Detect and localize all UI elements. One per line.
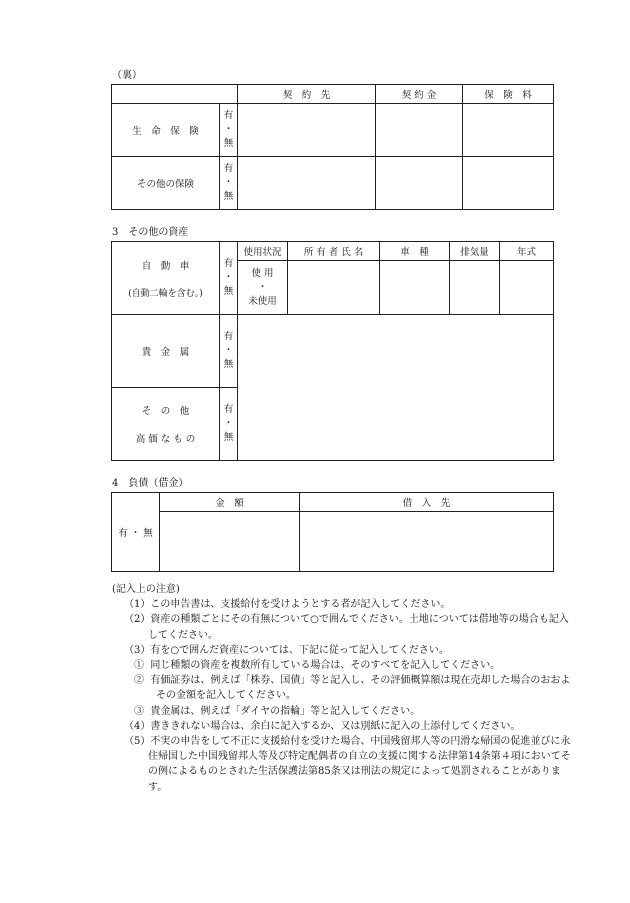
other-insurance-contract-party-cell[interactable]: [238, 157, 376, 210]
note-item: ② 有価証券は、例えば「株券、国債」等と記入し、その評価概算額は現在売却した場合のおおよその金額を記入してください。: [134, 675, 571, 702]
debt-lender-cell[interactable]: [300, 512, 554, 572]
other-insurance-premium-cell[interactable]: [463, 157, 554, 210]
car-year-cell[interactable]: [500, 261, 554, 315]
note-item: ① 同じ種類の資産を複数所有している場合は、そのすべてを記入してください。: [134, 660, 501, 672]
car-sublabel: (自動二輪を含む。): [128, 288, 203, 299]
header-year: 年式: [500, 242, 554, 261]
header-lender: 借 入 先: [300, 493, 554, 512]
other-valuables-yn[interactable]: 有 ・ 無: [220, 388, 238, 461]
other-insurance-yn[interactable]: 有 ・ 無: [220, 157, 238, 210]
other-assets-table: [111, 241, 554, 461]
life-insurance-label: 生 命 保 険: [112, 104, 220, 157]
precious-metal-yn[interactable]: 有 ・ 無: [220, 315, 238, 388]
car-owner-cell[interactable]: [288, 261, 380, 315]
insurance-header-blank: [112, 85, 238, 104]
car-label-cell: [112, 242, 220, 315]
section4-title: 4 負債（借金）: [112, 478, 189, 489]
car-displacement-cell[interactable]: [450, 261, 500, 315]
other-valuables-label-cell: [112, 388, 220, 461]
car-model-cell[interactable]: [380, 261, 450, 315]
header-owner: 所 有 者 氏 名: [288, 242, 380, 261]
note-item: （2）資産の種類ごとにその有無について○で囲んでください。土地については借地等の場合も記入してください。: [124, 614, 569, 641]
precious-metal-label: 貴 金 属: [112, 315, 220, 388]
life-insurance-yn[interactable]: 有 ・ 無: [220, 104, 238, 157]
other-valuables-sublabel: 高 価 な も の: [135, 434, 196, 445]
header-displacement: 排気量: [450, 242, 500, 261]
life-insurance-premium-cell[interactable]: [463, 104, 554, 157]
notes-heading: (記入上の注意): [112, 584, 180, 595]
header-contract-amount: 契 約 金: [376, 85, 463, 104]
car-usage-options[interactable]: 使 用 ・ 未使用: [238, 261, 288, 315]
precious-metal-and-valuables-detail-cell[interactable]: [238, 315, 554, 461]
note-item: ③ 貴金属は、例えば「ダイヤの指輪」等と記入してください。: [134, 705, 421, 717]
header-contract-party: 契 約 先: [238, 85, 376, 104]
note-item: （5）不実の申告をして不正に支援給付を受けた場合、中国残留邦人等の円滑な帰国の促進並びに永住帰国した中国残留邦人等及び特定配偶者の自立の支援に関する法律第14条第４項においてその例によるものとされた生活保護法第85条又は刑法の規定によって処罰されることがあります。: [124, 736, 571, 793]
debt-amount-cell[interactable]: [160, 512, 300, 572]
header-model: 車 種: [380, 242, 450, 261]
other-insurance-label: その他の保険: [112, 157, 220, 210]
other-valuables-label: そ の 他: [141, 406, 190, 417]
life-insurance-contract-amount-cell[interactable]: [376, 104, 463, 157]
header-premium: 保 険 料: [463, 85, 554, 104]
note-item: （1）この申告書は、支援給付を受けようとする者が記入してください。: [124, 599, 451, 611]
debt-yn[interactable]: 有 ・ 無: [112, 493, 160, 572]
life-insurance-contract-party-cell[interactable]: [238, 104, 376, 157]
car-label: 自 動 車: [141, 260, 190, 272]
header-usage: 使用状況: [238, 242, 288, 261]
debt-table: [111, 492, 554, 572]
other-insurance-contract-amount-cell[interactable]: [376, 157, 463, 210]
back-side-label: （裏）: [112, 70, 142, 81]
section3-title: 3 その他の資産: [112, 227, 189, 238]
note-item: （3）有を○で囲んだ資産については、下記に従って記入してください。: [124, 644, 449, 656]
notes-section: [112, 582, 572, 795]
car-yn[interactable]: 有 ・ 無: [220, 242, 238, 315]
note-item: （4）書ききれない場合は、余白に記入するか、又は別紙に記入の上添付してください。: [124, 720, 521, 732]
header-amount: 金 額: [160, 493, 300, 512]
insurance-table: [111, 84, 554, 210]
